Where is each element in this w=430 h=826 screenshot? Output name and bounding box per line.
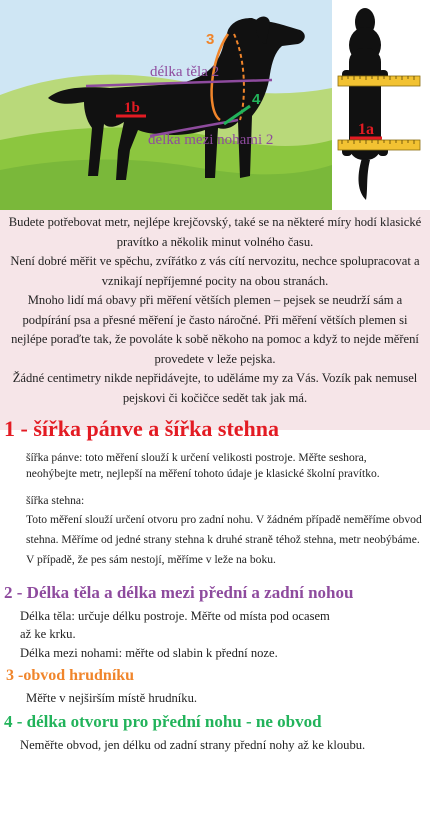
label-4: 4 — [252, 91, 261, 108]
section-2-title: 2 - Délka těla a délka mezi přední a zadní nohou — [4, 583, 354, 602]
intro-paragraph: Žádné centimetry nikde nepřidávejte, to uděláme my za Vás. Vozík pak nemusel pejskovi či kočičce sedět tak jak má. — [12, 371, 418, 405]
thigh-width-text: Toto měření slouží určení otvoru pro zadní nohu. V žádném případě neměříme obvod stehna. Měříme od jedné strany stehna k druhé straně téhož stehna, metr neobýbáme. V případě, že pes sám nestojí, měříme v leže na boku. — [26, 513, 422, 566]
ruler-top — [338, 76, 420, 86]
label-1a: 1a — [358, 121, 374, 138]
intro-paragraph: Mnoho lidí má obavy při měření větších plemen – pejsek se neudrží sám a podpírání psa a přesné měření je často náročné. Při měření větších plemen si nejlépe poraďte tak, že povoláte k sobě někoho na pomoc a když to nejde měření provedete v leže pejska. — [11, 293, 419, 366]
section-3-title: 3 -obvod hrudníku — [6, 667, 135, 684]
label-between-legs: délka mezi nohami 2 — [148, 132, 274, 148]
label-body-length: délka těla 2 — [150, 64, 220, 80]
ruler-bottom — [338, 140, 420, 150]
label-1b: 1b — [124, 100, 140, 116]
thigh-width-heading: šířka stehna: — [26, 494, 85, 507]
label-3: 3 — [206, 31, 215, 48]
between-legs-text: Délka mezi nohami: měřte od slabin k přední noze. — [20, 646, 278, 660]
intro-banner — [0, 210, 430, 430]
intro-paragraph: Není dobré měřit ve spěchu, zvířátko z vás cítí nervozitu, nechce spolupracovat a vznikají nepříjemné pocity na obou stranách. — [10, 254, 420, 288]
chest-girth-text: Měřte v nejširším místě hrudníku. — [26, 691, 198, 705]
front-leg-opening-text: Neměřte obvod, jen délku od zadní strany přední nohy až ke kloubu. — [20, 738, 366, 752]
intro-paragraph: Budete potřebovat metr, nejlépe krejčovský, také se na některé míry hodí klasické pravítko a několik minut volného času. — [8, 215, 422, 249]
body-length-text: Délka těla: určuje délku postroje. Měřte od místa pod ocasem až ke krku. — [20, 609, 330, 641]
section-1-title: 1 - šířka pánve a šířka stehna — [4, 416, 280, 441]
section-4-title: 4 - délka otvoru pro přední nohu - ne obvod — [4, 712, 322, 731]
pelvis-width-text: šířka pánve: toto měření slouží k určení velikosti postroje. Měřte seshora, neohýbejte metr, nejlepší na měření tohoto údaje je klasické školní pravítko. — [26, 451, 380, 481]
dog-measurement-illustration — [0, 0, 430, 210]
